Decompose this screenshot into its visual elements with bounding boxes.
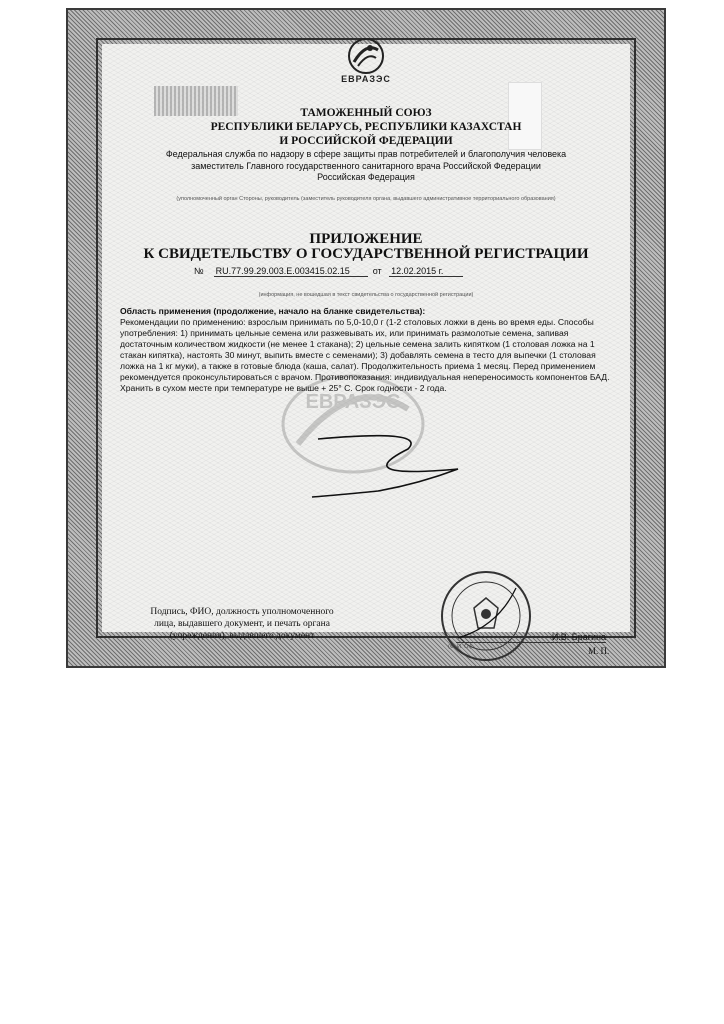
logo-text: ЕВРАЗЭС	[341, 74, 391, 84]
number-label: №	[194, 266, 204, 276]
agency-line-3: Российская Федерация	[317, 172, 415, 182]
date-label: от	[372, 266, 382, 276]
header-block	[102, 106, 630, 148]
certificate-frame	[66, 8, 666, 668]
registration-number: RU.77.99.29.003.Е.003415.02.15	[214, 266, 368, 277]
body-text	[120, 306, 620, 394]
union-title: ТАМОЖЕННЫЙ СОЮЗ	[300, 107, 432, 119]
seal-place-label: М. П.	[588, 646, 610, 656]
emblem-icon	[346, 36, 386, 76]
body-heading: Область применения (продолжение, начало на бланке свидетельства):	[120, 306, 426, 316]
footer-caption: Подпись, ФИО, должность уполномоченного лица, выдавшего документ, и печать органа (учреждения), выдавшего документ	[150, 607, 334, 641]
info-caption: (информация, не вошедшая в текст свидетельства о государственной регистрации)	[258, 292, 474, 298]
eurasec-logo	[334, 36, 398, 92]
agency-block	[118, 149, 614, 184]
organ-caption: (уполномоченный орган Стороны, руководитель (заместитель руководителя органа, выдавшего административное территориального образования)	[176, 196, 556, 202]
handwritten-signature	[308, 429, 468, 509]
certificate-sheet	[102, 44, 630, 656]
agency-line-1: Федеральная служба по надзору в сфере защиты прав потребителей и благополучия человека	[165, 149, 567, 159]
watermark-text: ЕВРАЗЭС	[305, 391, 401, 413]
signer-name: И.В. Брагина	[456, 632, 606, 643]
fio-label: (Ф. И. О.)	[448, 644, 472, 650]
document-title	[102, 232, 630, 262]
union-line-3: И РОССИЙСКОЙ ФЕДЕРАЦИИ	[279, 135, 453, 147]
registration-row	[194, 266, 463, 277]
title-line-2: К СВИДЕТЕЛЬСТВУ О ГОСУДАРСТВЕННОЙ РЕГИСТРАЦИИ	[143, 246, 589, 262]
agency-line-2: заместитель Главного государственного санитарного врача Российской Федерации	[191, 160, 541, 171]
union-line-2: РЕСПУБЛИКИ БЕЛАРУСЬ, РЕСПУБЛИКИ КАЗАХСТАН	[210, 121, 522, 133]
registration-date: 12.02.2015 г.	[389, 266, 463, 277]
title-line-1: ПРИЛОЖЕНИЕ	[309, 231, 423, 247]
body-paragraph: Рекомендации по применению: взрослым принимать по 5,0-10,0 г (1-2 столовых ложки в день во время еды. Способы употребления: 1) принимать цельные семена или разжевывать их, или принимать размолотые семена, запивая достаточным количеством жидкости (не менее 1 стакана); 2) цельные семена залить кипятком (1 столовая ложка на 1 стакан кипятка), настоять 30 минут, выпить вместе с семенами); 3) добавлять семена в тесто для выпечки (1 столовая ложка на 1 кг муки), а также в готовые блюда (каша, салат). Продолжительность приема 1 месяц. Перед применением рекомендуется проконсультироваться с врачом. Противопоказания: индивидуальная непереносимость компонентов БАД. Хранить в сухом месте при температуре не выше + 25° С. Срок годности - 2 года.	[120, 317, 610, 393]
